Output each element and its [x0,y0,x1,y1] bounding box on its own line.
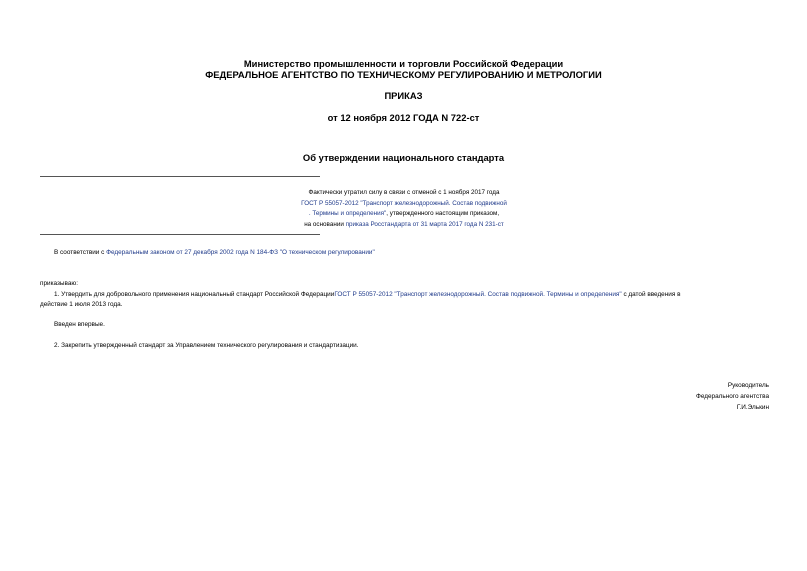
status-note-line3-text: , утвержденного настоящим приказом, [386,210,500,217]
status-note-line4-text: на основании [304,221,346,228]
status-note-line2 [40,200,768,207]
gost-link-part1[interactable]: ГОСТ Р 55057-2012 "Транспорт железнодорожный. Состав подвижной [301,200,507,207]
status-note-line1: Фактически утратил силу в связи с отменой с 1 ноября 2017 года [308,189,500,196]
item2: 2. Закрепить утвержденный стандарт за Управлением технического регулирования и стандартизации. [54,342,359,349]
item1-prefix: 1. Утвердить для добровольного применения национальный стандарт Российской Федерации [54,291,335,298]
signature-position-1: Руководитель [727,382,769,389]
divider-top [40,176,320,177]
signature-position-2: Федерального агентства [695,393,769,400]
gost-standard-link[interactable]: ГОСТ Р 55057-2012 "Транспорт железнодорожный. Состав подвижной. Термины и определения" [334,291,622,298]
ministry-name: Министерство промышленности и торговли Российской Федерации [243,58,564,69]
doc-type: ПРИКАЗ [384,90,423,101]
item1-line1 [54,291,680,298]
item1-suffix: с датой введения в [621,291,681,298]
federal-law-link[interactable]: Федеральным законом от 27 декабря 2002 года N 184-ФЗ "О техническом регулировании" [106,249,375,256]
order-word: приказываю: [40,280,78,287]
preamble [54,249,375,256]
gost-link-part2[interactable]: . Термины и определения" [308,210,387,217]
item1-line2: действие 1 июля 2013 года. [40,301,123,308]
first-time-note: Введен впервые. [54,321,105,328]
divider-bottom [40,234,320,235]
signature-name: Г.И.Элькин [736,404,769,411]
doc-date-number: от 12 ноября 2012 ГОДА N 722-ст [327,112,480,123]
doc-subject: Об утверждении национального стандарта [302,152,505,163]
status-note-line3 [40,210,768,217]
agency-name: ФЕДЕРАЛЬНОЕ АГЕНТСТВО ПО ТЕХНИЧЕСКОМУ РЕГУЛИРОВАНИЮ И МЕТРОЛОГИИ [205,69,602,80]
rosstandart-order-link[interactable]: приказа Росстандарта от 31 марта 2017 года N 231-ст [345,221,504,228]
status-note-line4 [40,221,768,228]
preamble-text: В соответствии с [54,249,107,256]
